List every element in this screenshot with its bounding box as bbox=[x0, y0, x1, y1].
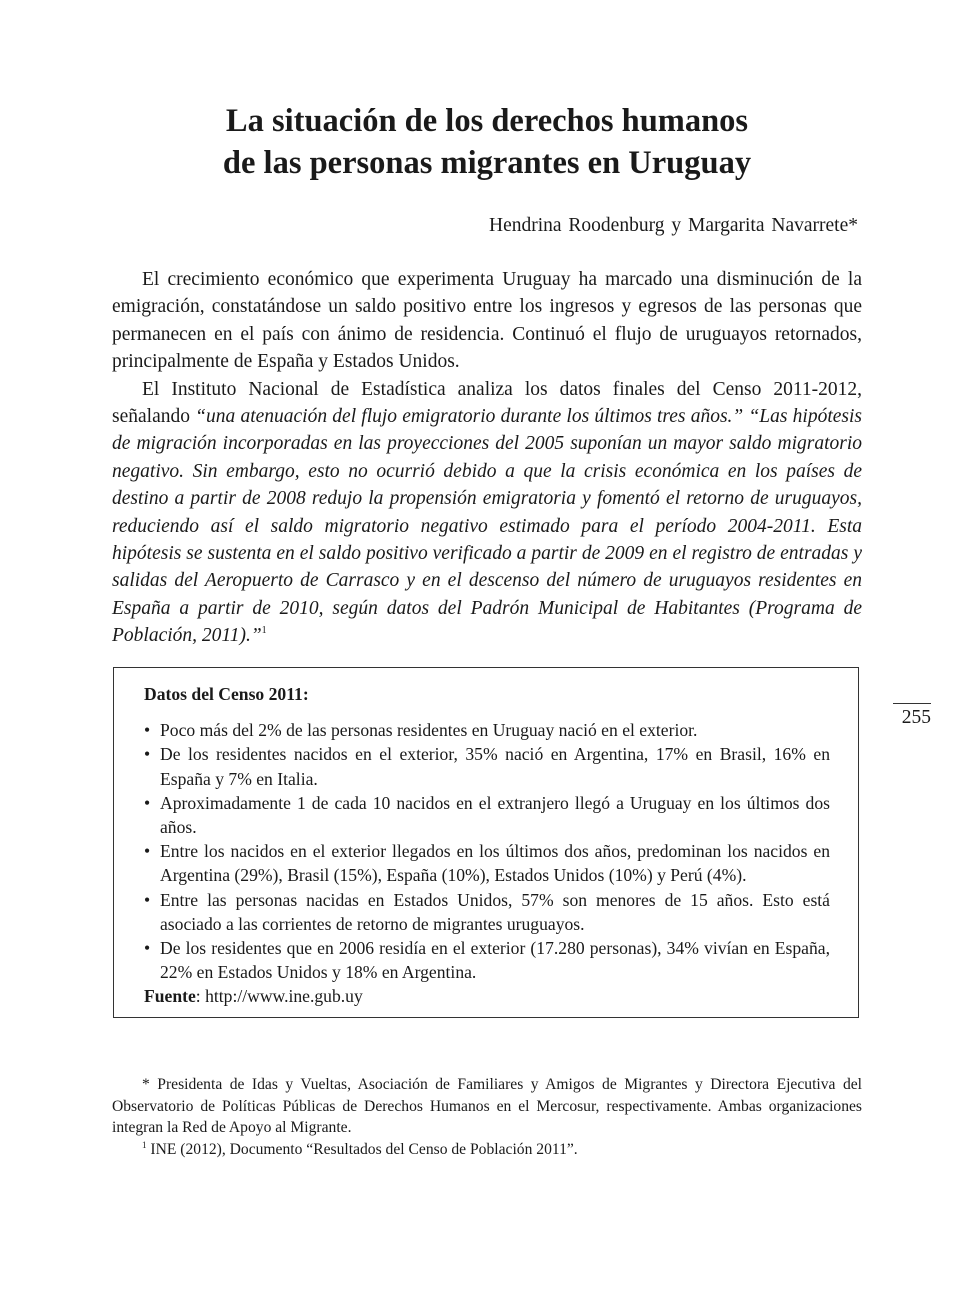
footnote-author: * Presidenta de Idas y Vueltas, Asociación de Familiares y Amigos de Migrantes y Directora Ejecutiva del Observatorio de Políticas Públicas de Derechos Humanos en el Mercosur, respectivamente. Ambas organizaciones integran la Red de Apoyo al Migrante. bbox=[112, 1076, 862, 1136]
paragraph-2-quote: “una atenuación del flujo emigratorio durante los últimos tres años.” “Las hipótesis de migración incorporadas en las proyecciones del 2005 suponían un mayor saldo migratorio negativo. Sin embargo, esto no ocurrió debido a que la crisis económica en los países de destino a partir de 2008 redujo la propensión emigratoria y fomentó el retorno de uruguayos, reduciendo así el saldo migratorio negativo estimado para el período 2004-2011. Esta hipótesis se sustenta en el saldo positivo verificado a partir de 2009 en el registro de entradas y salidas del Aeropuerto de Carrasco y en el descenso del número de uruguayos residentes en España a partir de 2010, según datos del Padrón Municipal de Habitantes (Programa de Población, 2011).” bbox=[112, 406, 862, 647]
census-fact-item bbox=[144, 791, 830, 839]
census-fact-item bbox=[144, 936, 830, 984]
source-label: Fuente bbox=[144, 986, 196, 1007]
article-body bbox=[112, 266, 862, 650]
bullet-icon: • bbox=[144, 841, 151, 862]
census-fact-text: Poco más del 2% de las personas residentes en Uruguay nació en el exterior. bbox=[160, 720, 698, 741]
census-box-title: Datos del Censo 2011: bbox=[144, 684, 309, 704]
footnote-1-text: INE (2012), Documento “Resultados del Censo de Población 2011”. bbox=[146, 1140, 578, 1158]
article-authors: Hendrina Roodenburg y Margarita Navarrete* bbox=[489, 215, 858, 236]
paragraph-2 bbox=[112, 376, 862, 650]
census-fact-text: Entre los nacidos en el exterior llegados en los últimos dos años, predominan los nacidos en Argentina (29%), Brasil (15%), España (10%), Estados Unidos (10%) y Perú (4%). bbox=[160, 841, 830, 886]
bullet-icon: • bbox=[144, 792, 151, 813]
census-fact-item bbox=[144, 888, 830, 936]
paragraph-2-intro: El Instituto Nacional de Estadística analiza los datos finales del Censo 2011-2012, señalando bbox=[112, 378, 862, 428]
source-url[interactable]: : http://www.ine.gub.uy bbox=[195, 986, 363, 1007]
title-line-2: de las personas migrantes en Uruguay bbox=[222, 145, 752, 181]
census-fact-text: De los residentes que en 2006 residía en el exterior (17.280 personas), 34% vivían en España, 22% en Estados Unidos y 18% en Argentina. bbox=[160, 938, 830, 983]
footnotes bbox=[112, 1074, 862, 1160]
bullet-icon: • bbox=[144, 889, 151, 910]
census-fact-item bbox=[144, 718, 830, 742]
bullet-icon: • bbox=[144, 720, 151, 741]
census-fact-item bbox=[144, 742, 830, 790]
article-title bbox=[110, 100, 864, 184]
footnote-1 bbox=[112, 1139, 862, 1161]
bullet-icon: • bbox=[144, 744, 151, 765]
census-data-box bbox=[113, 667, 859, 1018]
title-line-1: La situación de los derechos humanos bbox=[225, 103, 749, 139]
page-number: 255 bbox=[893, 703, 931, 730]
paragraph-1: El crecimiento económico que experimenta Uruguay ha marcado una disminución de la emigración, constatándose un saldo positivo entre los ingresos y egresos de las personas que permanecen en el país con ánimo de residencia. Continuó el flujo de uruguayos retornados, principalmente de España y Estados Unidos. bbox=[112, 269, 862, 373]
census-fact-text: Entre las personas nacidas en Estados Unidos, 57% son menores de 15 años. Esto está asociado a las corrientes de retorno de migrantes uruguayos. bbox=[160, 889, 830, 934]
census-fact-text: De los residentes nacidos en el exterior, 35% nació en Argentina, 17% en Brasil, 16% en España y 7% en Italia. bbox=[160, 744, 830, 789]
census-facts-list bbox=[144, 718, 830, 984]
census-source bbox=[144, 984, 830, 1008]
footnote-1-marker: 1 bbox=[142, 1139, 147, 1150]
footnote-ref-1[interactable]: 1 bbox=[261, 625, 267, 637]
bullet-icon: • bbox=[144, 938, 151, 959]
census-fact-text: Aproximadamente 1 de cada 10 nacidos en el extranjero llegó a Uruguay en los últimos dos años. bbox=[160, 792, 830, 838]
census-fact-item bbox=[144, 839, 830, 887]
